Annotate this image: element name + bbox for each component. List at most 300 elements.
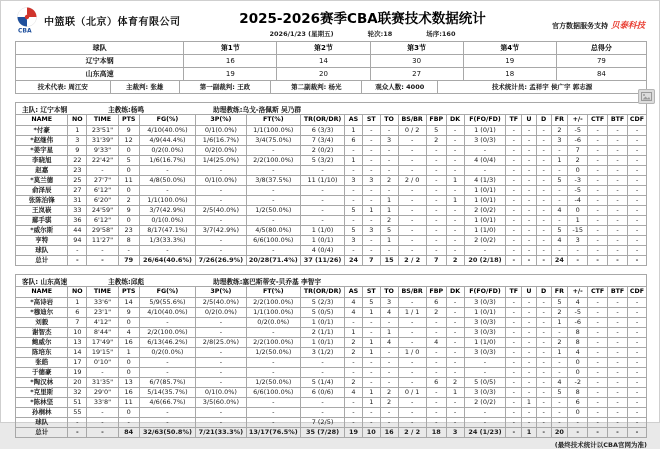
stat-value: - [446,348,464,358]
stat-value: 0 [568,166,588,176]
stat-value: 6'20" [87,196,118,206]
stat-value: - [551,186,568,196]
stat-value: - [446,186,464,196]
stat-value: - [522,176,537,186]
stat-value: - [506,328,522,338]
stat-value: - [588,146,608,156]
stat-value: 37 (11/26) [301,256,345,266]
stat-value: 2 (0/2) [301,146,345,156]
stat-value: - [506,126,522,136]
player-name: 球队 [16,418,68,428]
stat-value: - [551,216,568,226]
stat-value: - [588,206,608,216]
stat-value: - [608,408,628,418]
game-meta [230,29,495,38]
stat-value: 4/10(40.0%) [139,126,196,136]
stat-value: 5 [426,126,446,136]
stat-value: - [362,378,380,388]
stat-value: 1 / 0 [398,348,426,358]
stat-value: - [506,348,522,358]
stat-value: - [536,196,551,206]
stat-value: - [536,388,551,398]
stat-value: 2 (0/2) [464,398,506,408]
stat-value: - [464,166,506,176]
player-row [16,166,647,176]
stat-value: - [139,368,196,378]
score-value: 79 [556,55,646,68]
stat-value: - [446,246,464,256]
stat-value: 2/2(100.0%) [246,298,301,308]
player-row [16,126,647,136]
stat-value: - [506,216,522,226]
stats-col-header: FG(%) [139,115,196,126]
stat-value: - [506,236,522,246]
stat-value: - [522,378,537,388]
stat-value: 23'51" [87,126,118,136]
official-item: 第一副裁判: 王政 [180,81,271,93]
stat-value: - [246,328,301,338]
stat-value: - [301,196,345,206]
stat-value: 17'49" [87,338,118,348]
stat-value: - [345,166,363,176]
stat-value: 7/21(33.3%) [196,428,246,438]
stats-col-header: FT(%) [246,287,301,298]
stats-col-header: AS [345,115,363,126]
stat-value: 4 [345,388,363,398]
stat-value: - [139,318,196,328]
stat-value: 20 [68,378,87,388]
stat-value: 20 [551,428,568,438]
player-name: 总计 [16,428,68,438]
stat-value: - [426,176,446,186]
player-name: 于德豪 [16,368,68,378]
stat-value: - [536,338,551,348]
stat-value: - [551,358,568,368]
stat-value: 7 [568,146,588,156]
stat-value: - [246,418,301,428]
stat-value: - [426,206,446,216]
stat-value: 2/2(100.0%) [246,156,301,166]
stat-value: - [522,408,537,418]
stat-value: 79 [118,256,139,266]
stat-value: - [536,408,551,418]
stat-value: 23 [68,166,87,176]
stat-value: - [398,368,426,378]
stat-value: 33 [68,206,87,216]
stat-value: - [588,166,608,176]
stat-value: - [362,236,380,246]
stat-value: - [362,196,380,206]
stat-value: - [446,236,464,246]
stat-value: - [522,368,537,378]
stat-value: -5 [568,186,588,196]
stat-value: - [398,226,426,236]
stat-value: - [588,408,608,418]
stat-value: 1 / 1 [398,308,426,318]
stat-value: - [362,166,380,176]
score-col-header: 第1节 [184,42,277,55]
stat-value: - [446,308,464,318]
stat-value: 1 [551,318,568,328]
stat-value: - [398,378,426,388]
stat-value: - [446,206,464,216]
stat-value: - [627,348,646,358]
stats-col-header: NAME [16,287,68,298]
player-row [16,338,647,348]
stat-value: - [627,126,646,136]
stat-value: - [139,358,196,368]
stat-value: - [627,256,646,266]
stat-value: 17 [68,358,87,368]
score-value: 19 [463,55,556,68]
stat-value: 11 [118,176,139,186]
stat-value: 3/5(60.0%) [196,398,246,408]
stat-value: 3 [446,428,464,438]
stat-value: - [345,318,363,328]
stat-value: 5 [345,226,363,236]
stat-value: 1 [446,176,464,186]
stat-value: - [118,418,139,428]
stat-value: - [608,136,628,146]
stat-value: 1 [345,328,363,338]
stat-value: 1/1(100.0%) [246,308,301,318]
stats-col-header: ST [362,287,380,298]
stats-col-header: FR [551,287,568,298]
stat-value: - [536,216,551,226]
official-item: 第二副裁判: 杨光 [271,81,362,93]
stat-value: 14 [118,298,139,308]
stat-value: - [380,246,398,256]
stat-value: - [87,418,118,428]
stat-value: 1 [118,348,139,358]
stats-col-header: FR [551,115,568,126]
player-name: *陈林坚 [16,398,68,408]
stat-value: - [627,338,646,348]
stat-value: 1 [522,428,537,438]
stat-value: - [551,146,568,156]
stat-value: 20/28(71.4%) [246,256,301,266]
stat-value: - [522,136,537,146]
stat-value: - [536,298,551,308]
stat-value: - [446,398,464,408]
stat-value: 25 [68,176,87,186]
stat-value: 8 [568,328,588,338]
stat-value: -5 [568,126,588,136]
stat-value: 4 [345,308,363,318]
stat-value: 1 [380,328,398,338]
stat-value: 5 [551,176,568,186]
stat-value: 1 (1/0) [464,226,506,236]
stat-value: - [362,418,380,428]
stat-value: - [246,216,301,226]
stat-value: - [398,328,426,338]
stats-col-header: DK [446,115,464,126]
stat-value: - [608,126,628,136]
stat-value: 2 [345,378,363,388]
stat-value: - [506,398,522,408]
stat-value: - [398,318,426,328]
stat-value: 16 [118,338,139,348]
stat-value: - [446,166,464,176]
stats-col-header: PTS [118,115,139,126]
stat-value: - [522,298,537,308]
score-value: 14 [277,55,370,68]
stat-value: 0 [568,206,588,216]
stat-value: - [398,398,426,408]
stat-value: - [196,196,246,206]
player-row [16,136,647,146]
stat-value: - [588,378,608,388]
stat-value: 16 [118,388,139,398]
stat-value: 6'12" [87,186,118,196]
player-name: 赵嘉 [16,166,68,176]
score-col-header: 总得分 [556,42,646,55]
stat-value: - [398,196,426,206]
stat-value: - [608,226,628,236]
stat-value: 1 [345,126,363,136]
officials-bar [15,81,647,94]
stat-value: 3/4(75.0%) [246,136,301,146]
score-col-header: 第3节 [370,42,463,55]
stat-value: - [362,318,380,328]
stat-value: 3 (0/3) [464,318,506,328]
stat-value: 4/9(44.4%) [139,136,196,146]
stats-col-header: F(FO/FD) [464,287,506,298]
stat-value: - [246,358,301,368]
stat-value: 1 (0/1) [464,126,506,136]
stat-value: - [446,338,464,348]
stat-value: - [464,418,506,428]
stat-value: - [446,216,464,226]
stat-value: 32/63(50.8%) [139,428,196,438]
player-name: 孙桐林 [16,408,68,418]
stats-col-header: FG(%) [139,287,196,298]
stat-value: - [68,246,87,256]
stat-value: - [87,428,118,438]
stat-value: 4 [551,236,568,246]
stat-value: 31'39" [87,136,118,146]
stat-value: - [246,408,301,418]
player-row [16,146,647,156]
stats-table-away [15,286,647,438]
stat-value: - [627,166,646,176]
stats-col-header: TIME [87,115,118,126]
stat-value: - [380,408,398,418]
stat-value: 1/4(25.0%) [196,156,246,166]
stat-value: - [446,318,464,328]
stats-col-header: ST [362,115,380,126]
stat-value: -4 [568,196,588,206]
stat-value: - [536,126,551,136]
stats-col-header: AS [345,287,363,298]
stat-value: 1 [551,348,568,358]
stat-value: - [608,216,628,226]
player-name: 鄢手骐 [16,216,68,226]
stats-col-header: D [536,115,551,126]
stat-value: - [196,378,246,388]
stat-value: - [345,398,363,408]
stat-value: - [627,368,646,378]
stat-value: - [522,236,537,246]
stat-value: - [506,318,522,328]
stat-value: - [345,216,363,226]
stat-value: 2/2(100.0%) [139,328,196,338]
stat-value: - [522,328,537,338]
stat-value: 0/1(0.0%) [196,176,246,186]
stats-col-header: +/- [568,115,588,126]
stat-value: - [536,186,551,196]
stats-col-header: FT(%) [246,115,301,126]
stats-col-header: CDF [627,115,646,126]
stat-value: 19 [345,428,363,438]
stat-value: - [398,408,426,418]
stat-value: 36 [68,216,87,226]
team-section-away [15,274,645,438]
stat-value: - [506,338,522,348]
stat-value: 1/6(16.7%) [139,156,196,166]
stat-value: 3/7(42.9%) [139,206,196,216]
stat-value: - [196,368,246,378]
player-name: 俞泽辰 [16,186,68,196]
stats-col-header: TO [380,115,398,126]
stat-value: 6 [68,308,87,318]
stat-value: 2 [345,338,363,348]
stat-value: 0 [118,146,139,156]
stat-value: - [506,298,522,308]
stat-value: - [246,146,301,156]
stat-value: - [608,196,628,206]
stat-value: - [608,206,628,216]
player-name: *穆迪尔 [16,308,68,318]
score-team-name: 山东高速 [16,68,184,81]
stat-value: - [522,348,537,358]
stat-value: 5 [345,206,363,216]
stat-value: 0/2(0.0%) [139,146,196,156]
stat-value: 6/6(100.0%) [246,236,301,246]
stat-value: - [506,368,522,378]
stat-value: 1/2(50.0%) [246,348,301,358]
stat-value: - [536,398,551,408]
stat-value: - [608,378,628,388]
stat-value: 2 [426,308,446,318]
stat-value: - [588,256,608,266]
stat-value: - [87,408,118,418]
stat-value: - [464,146,506,156]
stat-value: 1 (0/1) [301,236,345,246]
stat-value: 1 [380,236,398,246]
stat-value: 3 (0/3) [464,136,506,146]
stat-value: - [426,226,446,236]
stat-value: 5 [551,298,568,308]
stats-col-header: FBP [426,287,446,298]
stat-value: - [426,358,446,368]
stat-value: 0 [118,166,139,176]
footnote: (最终技术统计以CBA官网为准) [554,441,647,449]
stat-value: - [398,206,426,216]
stat-value: 2 / 0 [398,176,426,186]
stat-value: - [139,418,196,428]
stat-value: 1 (0/1) [464,308,506,318]
stat-value: - [506,308,522,318]
stat-value: - [426,156,446,166]
stat-value: 3 (0/3) [464,298,506,308]
stat-value: - [87,166,118,176]
stat-value: - [380,348,398,358]
stat-value: - [196,348,246,358]
player-name: 王岚嵚 [16,206,68,216]
player-row [16,308,647,318]
stat-value: - [588,176,608,186]
stat-value: - [568,418,588,428]
score-header-row [16,42,647,55]
stat-value: 18 [426,428,446,438]
stat-value: 0 / 2 [398,126,426,136]
player-row [16,298,647,308]
official-item: 技术统计员: 孟祥宇 侯广宇 郭志源 [491,83,593,91]
stats-col-header: TF [506,287,522,298]
stat-value: - [522,308,537,318]
stat-value: 3 [68,136,87,146]
score-value: 30 [370,55,463,68]
stat-value: - [426,216,446,226]
stat-value: - [398,136,426,146]
player-name: 谢智杰 [16,328,68,338]
assistant-coaches: 助理教练:乌戈-洛佩斯 吴乃群 [213,105,302,114]
stat-value: 1/3(33.3%) [139,236,196,246]
stat-value: - [536,166,551,176]
stat-value: 2 [551,126,568,136]
stat-value: 1 [522,398,537,408]
stats-col-header: D [536,287,551,298]
stat-value: 9 [68,146,87,156]
stat-value: 4 [551,378,568,388]
stat-value: - [588,298,608,308]
score-col-header: 第4节 [463,42,556,55]
stat-value: - [446,368,464,378]
stat-value: - [588,196,608,206]
stat-value: 23'1" [87,308,118,318]
stat-value: 2 [446,378,464,388]
stat-value: 4/5(80.0%) [246,226,301,236]
stat-value: - [536,256,551,266]
stats-col-header: CTF [588,287,608,298]
stat-value: 2 / 2 [398,256,426,266]
player-row [16,328,647,338]
stat-value: - [522,146,537,156]
stat-value: - [522,318,537,328]
stat-value: - [588,216,608,226]
stat-value: 4 [380,338,398,348]
game-round: 轮次:18 [367,30,393,38]
stat-value: 4 (1/3) [464,176,506,186]
stat-value: - [627,196,646,206]
stat-value: 2 [118,196,139,206]
stat-value: - [464,408,506,418]
stat-value: 0/2(0.0%) [196,146,246,156]
stat-value: - [362,136,380,146]
stats-col-header: DK [446,287,464,298]
stats-col-header: TF [506,115,522,126]
stat-value: - [627,318,646,328]
stat-value: - [627,408,646,418]
stat-value: - [196,216,246,226]
stat-value: - [446,298,464,308]
stat-value: - [536,318,551,328]
stat-value: - [398,246,426,256]
stat-value: - [536,378,551,388]
stat-value: - [588,136,608,146]
stat-value: -6 [568,318,588,328]
